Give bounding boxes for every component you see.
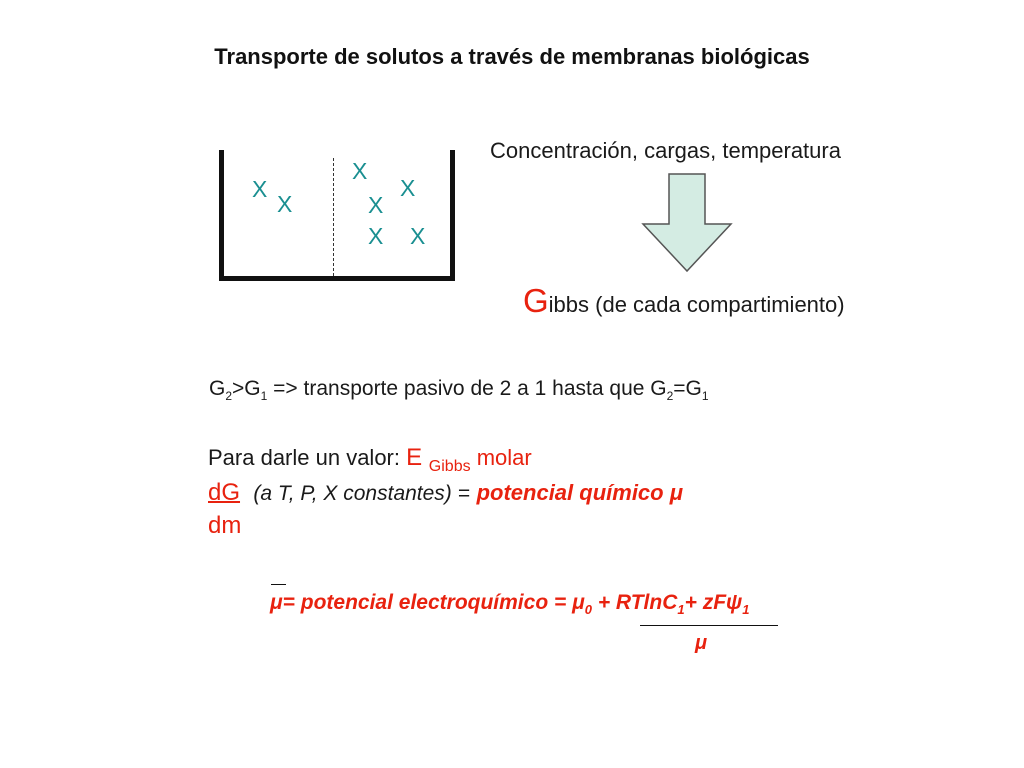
gibbs-subscript: Gibbs: [428, 458, 471, 475]
container-walls: [219, 150, 455, 281]
fraction-line: [640, 625, 778, 626]
mu-denominator: μ: [695, 632, 708, 654]
gibbs-rest: ibbs (de cada compartimiento): [548, 292, 845, 317]
subscript: 1: [677, 602, 685, 617]
down-arrow-icon: [640, 172, 734, 274]
solute-mark: X: [252, 176, 268, 202]
subscript: 2: [225, 389, 233, 403]
dg-numerator: dG: [208, 479, 241, 506]
slide-title: Transporte de solutos a través de membranas biológicas: [214, 44, 810, 69]
subscript: 1: [742, 602, 750, 617]
gibbs-initial: G: [523, 282, 549, 319]
subscript: 0: [584, 602, 592, 617]
electrochemical-potential-formula: [270, 591, 750, 617]
passive-transport-line: [209, 377, 709, 403]
conditions-text: (a T, P, X constantes) =: [253, 482, 470, 505]
subscript: 1: [260, 389, 268, 403]
membrane-line: [333, 158, 334, 276]
transport-text: => transporte pasivo de 2 a 1 hasta que G: [267, 377, 667, 400]
value-prefix: Para darle un valor:: [208, 445, 407, 470]
solute-mark: X: [368, 223, 384, 249]
formula-part: μ= potencial electroquímico = μ: [270, 591, 585, 614]
factors-text: Concentración, cargas, temperatura: [490, 138, 841, 163]
solute-mark: X: [410, 223, 426, 249]
chemical-potential: potencial químico μ: [476, 480, 683, 505]
formula-part: + RTlnC: [591, 591, 678, 614]
gibbs-label: [523, 282, 845, 320]
g1-symbol: >G: [232, 377, 261, 400]
g2-symbol: G: [209, 377, 226, 400]
solute-mark: X: [352, 158, 368, 184]
formula-part: + zFψ: [684, 591, 743, 614]
equal-g1: =G: [673, 377, 702, 400]
derivative-line: [208, 479, 683, 507]
solute-mark: X: [400, 175, 416, 201]
dm-denominator: dm: [208, 512, 242, 539]
solute-mark: X: [277, 191, 293, 217]
energy-symbol: E: [406, 444, 429, 471]
mu-bar: [271, 584, 286, 585]
subscript: 2: [666, 389, 674, 403]
solute-mark: X: [368, 192, 384, 218]
subscript: 1: [701, 389, 709, 403]
value-line: [208, 444, 532, 476]
molar-text: molar: [470, 445, 532, 470]
